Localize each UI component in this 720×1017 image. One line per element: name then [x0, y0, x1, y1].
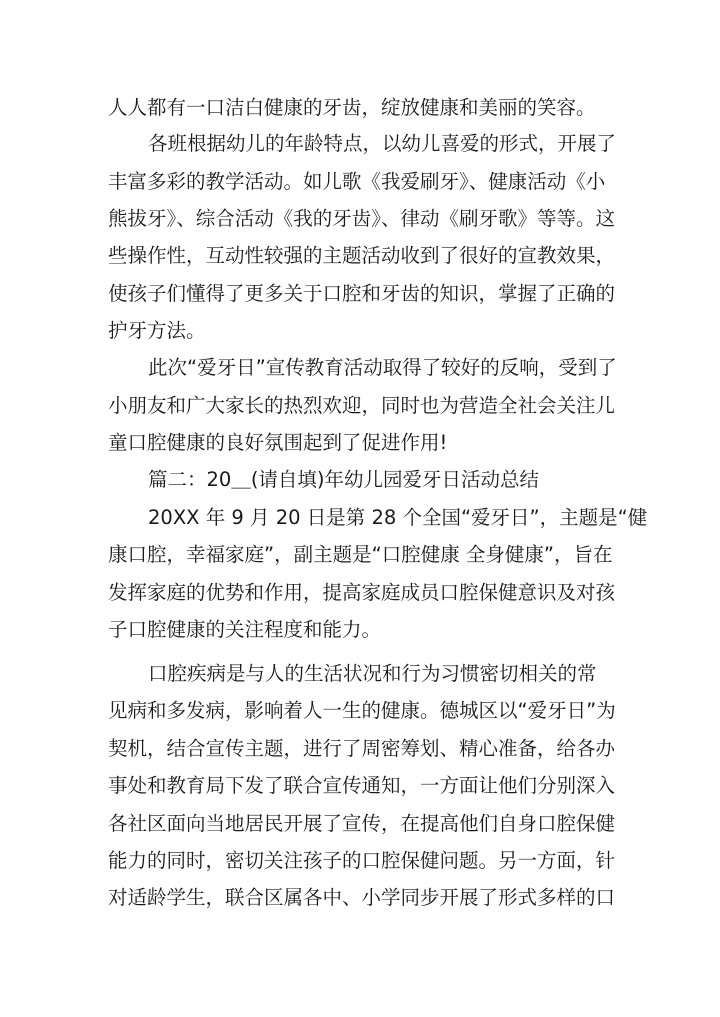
text-line: 人人都有一口洁白健康的牙齿，绽放健康和美丽的笑容。 — [108, 96, 596, 119]
paragraph-first-line: 20XX 年 9 月 20 日是第 28 个全国“爱牙日”，主题是“健 — [148, 506, 648, 529]
paragraph-first-line: 此次“爱牙日”宣传教育活动取得了较好的反响，受到了 — [148, 356, 617, 379]
text-line: 子口腔健康的关注程度和能力。 — [108, 618, 382, 641]
text-line: 见病和多发病，影响着人一生的健康。德城区以“爱牙日”为 — [108, 699, 616, 722]
paragraph-first-line: 各班根据幼儿的年龄特点，以幼儿喜爱的形式，开展了 — [148, 132, 617, 155]
text-line: 各社区面向当地居民开展了宣传，在提高他们自身口腔保健 — [108, 812, 616, 835]
text-line: 对适龄学生，联合区属各中、小学同步开展了形式多样的口 — [108, 886, 616, 909]
paragraph-first-line: 口腔疾病是与人的生活状况和行为习惯密切相关的常 — [148, 662, 597, 685]
text-line: 能力的同时，密切关注孩子的口腔保健问题。另一方面，针 — [108, 849, 616, 872]
text-line: 丰富多彩的教学活动。如儿歌《我爱刷牙》、健康活动《小 — [108, 170, 606, 193]
text-line: 契机，结合宣传主题，进行了周密筹划、精心准备，给各办 — [108, 737, 616, 760]
text-line: 护牙方法。 — [108, 319, 206, 342]
text-line: 使孩子们懂得了更多关于口腔和牙齿的知识，掌握了正确的 — [108, 282, 616, 305]
text-line: 小朋友和广大家长的热烈欢迎，同时也为营造全社会关注儿 — [108, 394, 616, 417]
section-heading: 篇二：20＿(请自填)年幼儿园爱牙日活动总结 — [148, 468, 540, 491]
text-line: 些操作性，互动性较强的主题活动收到了很好的宣教效果， — [108, 244, 616, 267]
text-line: 熊拔牙》、综合活动《我的牙齿》、律动《刷牙歌》等等。这 — [108, 207, 616, 230]
text-line: 童口腔健康的良好氛围起到了促进作用! — [108, 431, 448, 454]
text-line: 发挥家庭的优势和作用，提高家庭成员口腔保健意识及对孩 — [108, 581, 616, 604]
text-line: 事处和教育局下发了联合宣传通知，一方面让他们分别深入 — [108, 774, 616, 797]
text-line: 康口腔，幸福家庭”，副主题是“口腔健康 全身健康”，旨在 — [108, 543, 613, 566]
